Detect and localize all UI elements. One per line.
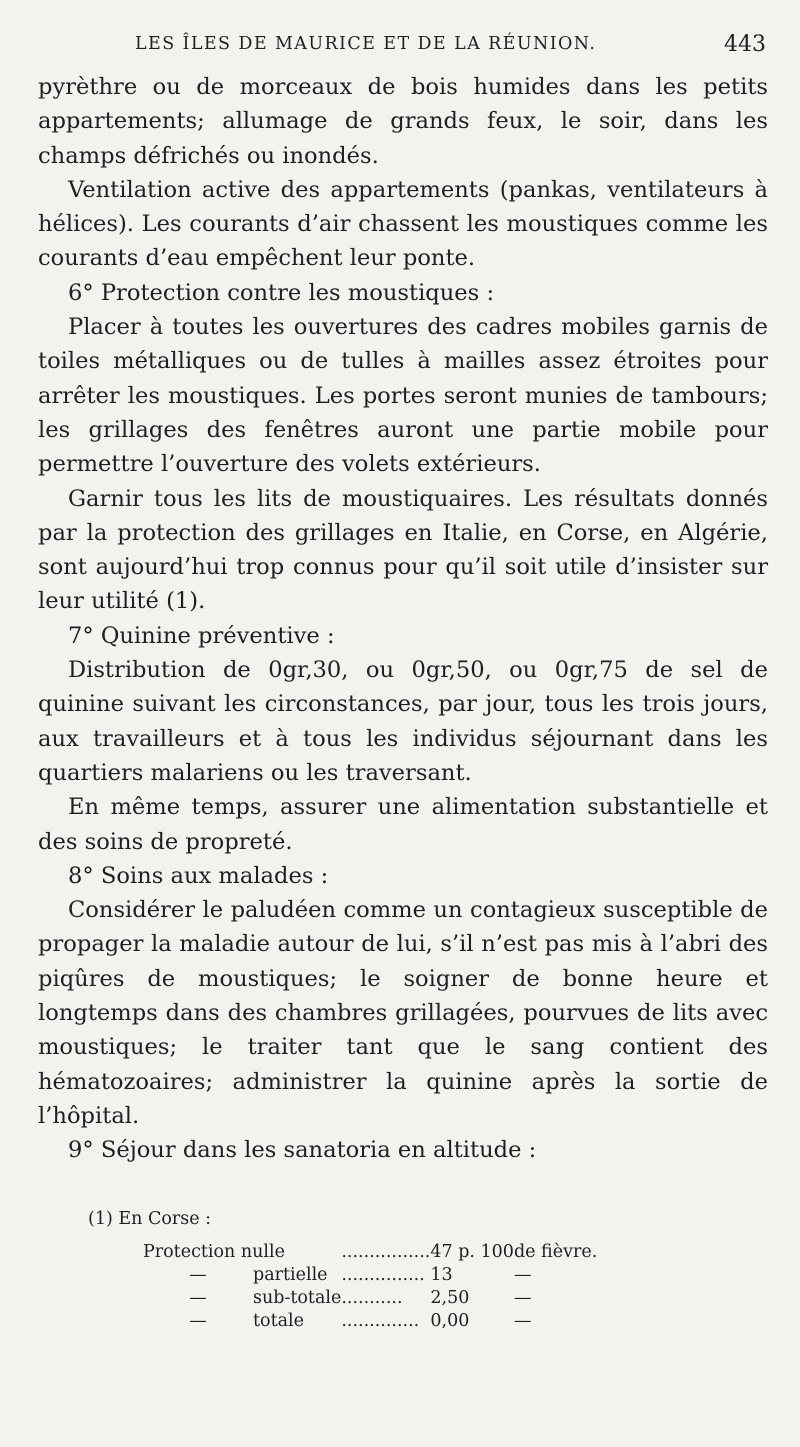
footnote-row bbox=[143, 1310, 597, 1333]
paragraph: Ventilation active des appartements (pankas, ventilateurs à hélices). Les courants d’air chassent les moustiques comme les courants d’eau empêchent leur ponte. bbox=[38, 176, 768, 272]
footnote-label: sub-totale bbox=[253, 1288, 342, 1308]
footnote-label: partielle bbox=[253, 1265, 328, 1285]
leader-dots: .............. bbox=[341, 1311, 420, 1331]
footnote-unit: — bbox=[513, 1288, 532, 1308]
footnote-unit: — bbox=[513, 1265, 532, 1285]
paragraph: Placer à toutes les ouvertures des cadres mobiles garnis de toiles métalliques ou de tulles à mailles assez étroites pour arrêter les moustiques. Les portes seront munies de tambours; les grillages des fenêtres auront une partie mobile pour permettre l’ouverture des volets extérieurs. bbox=[38, 314, 768, 478]
section-heading: 9° Séjour dans les sanatoria en altitude : bbox=[68, 1137, 537, 1164]
footnote-table bbox=[143, 1241, 597, 1333]
body-text bbox=[38, 70, 768, 1168]
footnote bbox=[88, 1208, 768, 1333]
footnote-unit: de fièvre. bbox=[513, 1242, 598, 1262]
footnote-title: (1) En Corse : bbox=[88, 1209, 212, 1229]
footnote-value: 0,00 bbox=[430, 1311, 470, 1331]
page-header bbox=[0, 32, 800, 62]
section-heading: 6° Protection contre les moustiques : bbox=[68, 279, 495, 306]
leader-dots: ................ bbox=[341, 1242, 431, 1262]
paragraph: Distribution de 0gr,30, ou 0gr,50, ou 0gr,75 de sel de quinine suivant les circonstances, par jour, tous les trois jours, aux travailleurs et à tous les individus séjournant dans les quartiers malariens ou les traversant. bbox=[38, 657, 768, 786]
running-title: LES ÎLES DE MAURICE ET DE LA RÉUNION. bbox=[135, 34, 597, 54]
footnote-unit: — bbox=[513, 1311, 532, 1331]
paragraph: pyrèthre ou de morceaux de bois humides dans les petits appartements; allumage de grands feux, le soir, dans les champs défrichés ou inondés. bbox=[38, 74, 768, 169]
section-heading: 8° Soins aux malades : bbox=[68, 862, 329, 889]
footnote-value: 13 bbox=[430, 1265, 453, 1285]
leader-dots: ............... bbox=[341, 1265, 425, 1285]
page-number: 443 bbox=[724, 32, 766, 57]
section-heading: 7° Quinine préventive : bbox=[68, 622, 335, 649]
footnote-row bbox=[143, 1287, 597, 1310]
paragraph: En même temps, assurer une alimentation substantielle et des soins de propreté. bbox=[38, 794, 768, 855]
ditto-dash: — bbox=[189, 1288, 207, 1308]
footnote-label: totale bbox=[253, 1311, 304, 1331]
footnote-value: 47 p. 100 bbox=[430, 1242, 514, 1262]
footnote-value: 2,50 bbox=[430, 1288, 470, 1308]
footnote-row bbox=[143, 1241, 597, 1264]
paragraph: Garnir tous les lits de moustiquaires. Les résultats donnés par la protection des grillages en Italie, en Corse, en Algérie, sont aujourd’hui trop connus pour qu’il soit utile d’insister sur leur utilité (1). bbox=[38, 485, 768, 615]
leader-dots: ........... bbox=[341, 1288, 403, 1308]
paragraph: Considérer le paludéen comme un contagieux susceptible de propager la maladie autour de lui, s’il n’est pas mis à l’abri des piqûres de moustiques; le soigner de bonne heure et longtemps dans des chambres grillagées, pourvues de lits avec moustiques; le traiter tant que le sang contient des hématozoaires; administrer la quinine après la sortie de l’hôpital. bbox=[38, 897, 768, 1129]
ditto-dash: — bbox=[189, 1311, 207, 1331]
ditto-dash: — bbox=[189, 1265, 207, 1285]
footnote-row bbox=[143, 1264, 597, 1287]
footnote-label: Protection nulle bbox=[143, 1242, 285, 1262]
